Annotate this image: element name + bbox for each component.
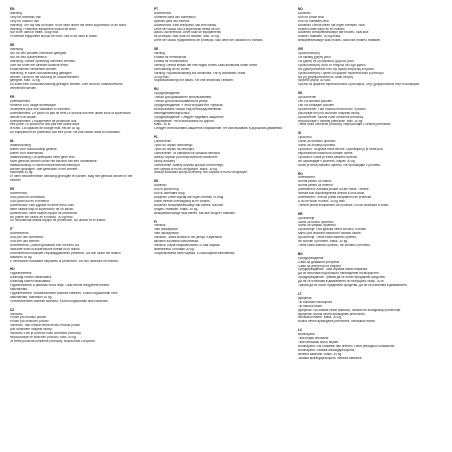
warning-text-line: Да се използва под прякото наблюдение на възрастен. <box>298 272 380 276</box>
language-section <box>10 228 148 263</box>
warning-text-line: Solo para uso doméstico <box>10 195 46 199</box>
language-section <box>298 48 436 87</box>
warning-text-line: Réservé à un usage domestique <box>10 103 56 107</box>
warning-text-line: Advarsel: Dette legetøj har ingen bremse.Til brug <box>154 195 224 199</box>
warning-text-line: Solo per uso domestico <box>10 236 44 240</box>
warning-text-line: Трябва да се носят предпазни средства. Да не се използва в движението. <box>298 284 408 288</box>
warning-text-line: debe usarse bajo la supervisión de un adulto. <box>10 207 75 211</box>
language-code: RU <box>154 87 159 92</box>
warning-text-line: under direkte overvågning af en voksen. <box>154 199 211 203</box>
language-section <box>154 48 292 83</box>
warning-text-line: osoby dorosłej. <box>154 159 176 163</box>
warning-text-line: pod dohledem dospělé osoby. <box>10 328 53 332</box>
warning-text-line: brukes under tilsyn av en voksen. <box>298 27 346 31</box>
warning-text-line: Pouze pro domácí použití <box>10 316 47 320</box>
warning-text-line: Pouze pro venkovní použití <box>10 320 49 324</box>
warning-text-line: Avertisment <box>298 176 315 180</box>
language-section <box>298 213 436 248</box>
warning-text-line: 30 kg max. <box>154 75 170 79</box>
language-section <box>10 96 148 135</box>
warning-text-line: Ne koristiti u prometu. Maks. 30 kg. <box>298 240 348 244</box>
warning-text-line: Skyddsutrustning bör bäras. Får inte användas i trafiken. <box>154 79 234 83</box>
warning-text-line: Warnung <box>10 48 23 52</box>
warning-text-line: Advarsel: Beskyttelsesutstyr bør brukes. Skal ikke <box>298 31 369 35</box>
language-code: LT <box>298 292 302 296</box>
warning-text-line: Tik naudoti lauke <box>298 304 322 308</box>
warning-text-line: Numai pentru uz exterior <box>298 184 333 188</box>
warning-text-line: Upozorenje: Ova igračka nema kočnicu. Koristiti <box>298 228 366 232</box>
warning-text-line: Suojavarusteita tulee käyttää. Ei saa käyttää liikenteessä. <box>154 251 236 255</box>
warning-text-line: Προειδοποίηση: Πρέπει να φοράτε προστατευτικό εξοπλισμό. <box>298 71 385 75</box>
warning-text-line: Advarsel: Denne leken har ingen bremser. Skal <box>298 23 365 27</box>
language-code: FI <box>154 219 157 224</box>
warning-text-line: samo pod izravnim nadzorom odrasle osobe. <box>298 232 362 236</box>
warning-text-line: Endast för hemmabruk <box>154 55 187 59</box>
warning-text-line: Макс. 30 кг. <box>154 123 171 127</box>
language-code: LV <box>298 328 302 333</box>
warning-text-line: používajte len pod dozorom dospelej osoby. <box>298 111 360 115</box>
warning-text-line: Upozornenie: Táto hračka nemá brzdu. Výrobok <box>298 107 366 111</box>
language-code: NO <box>298 7 303 11</box>
warning-text-line: adulto. Advertência: Deve usar-se equipamento <box>154 31 222 35</box>
language-section <box>10 188 148 223</box>
warning-text-line: Samo za kućnu upotrebu <box>298 220 334 224</box>
warning-text-line: Kizárólag kültéri használatra. <box>10 280 51 284</box>
warning-text-line: Предупреждение <box>298 256 324 260</box>
warning-text-line: Tylko do użytku domowego <box>154 144 193 148</box>
warning-text-line: Figyelmeztetés <box>10 272 32 276</box>
warning-text-line: Brīdinājums: Jāvalkā aizsargaprīkojums. <box>298 348 356 352</box>
warning-text-line: Предупреждение: У этой игрушки нет тормоза. <box>154 103 224 107</box>
warning-text-line: Да не се използва в движението по пътищата. Макс. 30 кг. <box>298 280 385 284</box>
warning-text-line: Seulement pour une utilisation à l'extérieur. <box>10 107 71 111</box>
warning-text-line: Vain kotikäyttöön <box>154 228 179 232</box>
warning-text-line: No puede ser usado en el tráfico. 30 kg máx. <box>10 215 74 219</box>
warning-text-line: Varování <box>10 312 23 316</box>
language-section <box>10 140 148 183</box>
warning-text-line: Somente para uso doméstico <box>154 15 196 19</box>
warning-text-line: Warnung: In sollte Schutzkleidung getragen <box>10 71 72 75</box>
warning-text-line: A nu se folosi în trafic. 30 kg max. <box>298 199 346 203</box>
column-right <box>298 8 436 366</box>
warning-text-line: Varning: Skyddsutrustning bör användas. Får ej användas i trafik. <box>154 71 247 75</box>
warning-text-line: Erwachsenen verwendet werden. <box>10 67 58 71</box>
warning-text-line: werden. Nicht für die Nutzung im Straßenverkehr <box>10 75 80 79</box>
warning-text-line: Upozornenie: Musíte nosiť ochranné pomôcky. <box>298 115 364 119</box>
warning-text-line: directe d'un adulte. <box>10 115 37 119</box>
warning-text-line: Kun til privat brug <box>154 188 179 192</box>
warning-text-line: Tik buitiniam naudojimui <box>298 300 333 304</box>
language-code: FR <box>10 95 15 100</box>
warning-text-line: Advarsel <box>154 184 167 188</box>
language-section <box>154 221 292 256</box>
language-code: IT <box>10 227 13 232</box>
language-code: BG <box>298 251 303 256</box>
language-code: SE <box>154 47 159 52</box>
warning-text-line: Advertência <box>154 11 171 15</box>
warning-text-line: Только для домашнего использования <box>154 96 211 100</box>
warning-text-line: Samo za vanjsku upotrebu <box>298 224 336 228</box>
warning-text-line: Advarsel: Beskyttelsesudstyr bør bæres. Må ikke <box>154 203 224 207</box>
warning-text-line: Varoitus: Käytä suojavarusteita. Ei saa käyttää <box>154 243 220 247</box>
warning-text-line: Предупреждение: Следует надевать защитное <box>154 115 224 119</box>
warning-text-line: Avvertimento <box>10 232 29 236</box>
warning-text-line: Varování: Tato hračka nemá brzdu.Produkt pouze <box>10 324 80 328</box>
warning-text-line: Ne uporabljajte v prometu. Največ 30 kg. <box>298 159 356 163</box>
warning-text-line: Apenas para uso exterior <box>154 19 190 23</box>
warning-text-line: Advarsel <box>298 11 311 15</box>
warning-text-line: Nur für den privaten Gebrauch geeignet. <box>10 52 68 56</box>
warning-text-line: Massimo 30 kg. <box>10 255 33 259</box>
warning-text-line: Προειδοποίηση: Αυτό το παιχνίδι δεν έχει φρένο. <box>298 63 367 67</box>
warning-text-line: Samo za domačo uporabo <box>298 140 336 144</box>
warning-text-line: Само за употреба на открито <box>298 264 342 268</box>
language-section <box>154 180 292 215</box>
warning-text-line: Προειδοποίηση <box>298 52 320 56</box>
warning-text-line: Avvertimento:Indossare l'equipaggiamento protettivo. Da non usare nel traffico. <box>10 251 122 255</box>
language-code: EN <box>10 7 15 11</box>
warning-text-line: geeignet. Max. 30 kg. <box>10 79 41 83</box>
language-section <box>10 309 148 344</box>
warning-text-line: снаряжение. Не использовать на дороге. <box>154 119 215 123</box>
language-code: DE <box>10 43 15 48</box>
warning-text-line: Για χρήση σε εξωτερικούς χώρους μόνο <box>298 59 355 63</box>
warning-text-line: Należy stosować sprzęt ochronny. Nie używać w ruchu drogowym. <box>154 171 248 175</box>
warning-text-line: Len na vonkajšie použitie <box>298 103 334 107</box>
warning-text-line: Tikai mājas lietošanai <box>298 337 329 341</box>
warning-text-line: Endast för utomhusbruk <box>154 59 188 63</box>
warning-text-line: worden gedragen. Niet gebruiken in het verkeer. <box>10 167 79 171</box>
warning-text-line: Само за домашна употреба <box>298 260 340 264</box>
warning-text-line: Kizárólag otthoni használatra. <box>10 276 52 280</box>
language-section <box>298 293 436 324</box>
warning-text-line: Būtina dėvėti apsaugines priemones. Nenaudoti eisme. <box>298 320 376 324</box>
warning-text-line: Kun for utendørs bruk <box>298 19 329 23</box>
warning-text-line: Varoitus <box>154 224 166 228</box>
warning-text-line: Należy używać pod bezpośrednim nadzorem <box>154 155 218 159</box>
language-code: HU <box>10 267 15 272</box>
warning-text-line: folosită sub supravegherea directă a unui adult. <box>298 192 365 196</box>
warning-text-line: Įspėjimas <box>298 296 312 300</box>
warning-text-line: Beskyttelsesudstyr skal bæres. Må ikke bruges i trafikken. <box>154 211 236 215</box>
warning-text-line: Warnung: Dieses Spielzeug hat keine Bremse. <box>10 59 76 63</box>
warning-text-line: Upozornenie <box>298 96 317 100</box>
warning-text-line: Numai pentru uz casnic <box>298 180 332 184</box>
language-code: DK <box>154 179 159 184</box>
language-section <box>10 8 148 39</box>
warning-text-line: Védőfelszerelés viselése kötelező. Közúti forgalomban tilos használni. <box>10 299 109 303</box>
warning-text-line: Waarschuwing <box>10 144 31 148</box>
warning-text-line: Ostrzeżenie: Ta zabawka nie posiada hamulca. <box>154 151 221 155</box>
warning-text-line: Deve ser usado equipamento de proteção. Não deve ser utilizado no trânsito. <box>154 39 264 43</box>
language-section <box>298 8 436 43</box>
warning-text-line: Nur für den Außenbereich. <box>10 55 48 59</box>
warning-text-line: Nepoužívejte ve silničním provozu. Max. 30 kg. <box>10 335 77 339</box>
warning-text-line: Να χρησιμοποιείται υπό την άμεση επίβλεψη ενηλίκου. <box>298 67 375 71</box>
warning-text-line: Πρέπει να φοριέται προστατευτικός εξοπλισμός. Μην χρησιμοποιείτε στην κυκλοφορία. <box>298 83 420 87</box>
warning-text-line: Solo para uso en el exterior <box>10 199 49 203</box>
column-middle <box>154 8 292 261</box>
warning-text-line: Waarschuwing: Er dient beschermende kleding te <box>10 163 81 167</box>
warning-text-line: Samo za zunanjo uporabo <box>298 144 336 148</box>
language-section <box>10 44 148 91</box>
warning-text-line: brukes i trafikken. 30 kg maks. <box>298 35 342 39</box>
warning-text-line: használható. Maximum 30 kg. <box>10 295 53 299</box>
warning-text-line: Avertissement: Ce jouet n'a pas de frein.Le produit doit être utilisé sous la supervision <box>10 111 131 115</box>
warning-text-line: de proteção. Não usar no trânsito. Máx. 30 kg. <box>154 35 220 39</box>
language-code: NL <box>10 139 15 144</box>
warning-text-line: Nelietot satiksmē. Maks. 30 kg. <box>298 352 343 356</box>
column-left <box>10 8 148 349</box>
language-code: GR <box>298 47 303 52</box>
warning-text-line: Protective equipment should be worn. Not to be used in traffic. <box>10 35 98 39</box>
warning-text-line: Moet gebruikt worden onder het toezicht van een volwassene. <box>10 159 98 163</box>
warning-text-line: Warning <box>10 11 22 15</box>
warning-text-line: le trafic. La capacité de charge max. est de 30 kg. <box>10 127 81 131</box>
warning-text-line: Tylko do użytku na zewnątrz <box>154 148 195 151</box>
warning-text-line: Advertência: Este brinquedo não tem travão. <box>154 23 218 27</box>
warning-text-line: Alleen voor huishoudelijk gebruik <box>10 148 57 151</box>
warning-text-line: Varoitus: Tässä lelussa ei ole jarruja. Käytettävä <box>154 236 222 240</box>
warning-text-line: bruges i trafikken. Maks. 30 kg. <box>154 207 199 211</box>
warning-text-line: Следует использовать защитное снаряжение. Не использовать в дорожном движении. <box>154 127 283 131</box>
warning-text-line: Brīdinājums <box>298 333 315 337</box>
warning-text-line: Tikai lietošanai ārpus telpām <box>298 340 339 344</box>
warning-text-line: Предупреждение <box>154 92 180 96</box>
language-code: HR <box>298 211 303 216</box>
warning-text-line: Ostrzeżenie <box>154 140 172 144</box>
warning-text-line: Jāvalkā aizsargaprīkojums. Nelietot satiksmē. <box>298 356 363 360</box>
warning-text-line: Treba nosiť ochranné pomôcky. Nepoužívajte v cestnej premávke. <box>298 123 392 127</box>
language-section <box>154 136 292 175</box>
warning-text-line: Figyelmeztetés: A játéknak nincs fékje. Csak felnőtt felügyelete mellett <box>10 284 109 288</box>
warning-text-line: Avertisment: Această jucărie nu are frână. Trebuie <box>298 188 369 192</box>
warning-text-line: Maximaal 30 kg. <box>10 171 34 175</box>
warning-text-line: Varning <box>154 52 165 56</box>
warning-text-line: verkeer. <box>10 179 22 183</box>
warning-text-line: Beskyttelsesutstyr skal brukes. Skal ikke brukes i trafikken. <box>298 39 382 43</box>
warning-text-line: Για οικιακή χρήση μόνο <box>298 55 331 59</box>
warning-text-line: Er dient beschermende uitrusting gedragen te worden. Mag niet gebruikt worden in het <box>10 175 133 179</box>
warning-text-line: Un équipement de protection doit être porté. Ne pas utiliser dans la circulation. <box>10 131 121 135</box>
warning-text-line: Предупреждение: Трябва да се носят предпазни средства. <box>298 276 386 280</box>
warning-text-line: neposrednim nadzorom odrasle osebe. <box>298 151 354 155</box>
warning-text-line: Not to be used in traffic. 30kg max. <box>10 31 60 35</box>
warning-text-line: être porté. Le produit ne doit pas être utilisé dans <box>10 123 80 127</box>
warning-text-line: Advertencia: Debe usarse equipo de protección. <box>10 211 79 215</box>
warning-text-line: Upozorenje: Treba nositi zaštitnu opremu. <box>298 236 357 240</box>
warning-text-line: Advertencia: Este juguete no tiene freno.Solo <box>10 203 74 207</box>
warning-text-line: Opozorilo <box>298 136 312 140</box>
warning-text-line: Nositi je treba zaščitno opremo. Ne uporabljajte v prometu. <box>298 163 381 167</box>
language-code: SK <box>298 91 303 96</box>
warning-text-line: Avertissement: L'équipement de protection doit <box>10 119 77 123</box>
language-code: ES <box>10 187 15 192</box>
warning-text-line: Kun til udendørs brug <box>154 192 185 196</box>
warning-text-line: Opozorilo: Ta igrača nima zavore. Uporabljati jo je treba pod <box>298 148 383 151</box>
warning-text-line: Upozorenje <box>298 216 315 220</box>
warning-text-line: Waarschuwing: Dit speelgoed heeft geen rem. <box>10 155 76 159</box>
warning-text-line: Len na domáce použitie <box>298 100 332 104</box>
warning-text-line: Warning: The toy has no brake.To be used under the direct supervision of an adult. <box>10 23 127 27</box>
language-section <box>298 132 436 167</box>
warning-text-line: Avertissement <box>10 100 31 104</box>
warning-text-line: Nenaudoti eisme. Maks. 30 kg. <box>298 316 342 320</box>
warning-text-line: Alleen voor buitenshuis <box>10 151 43 155</box>
warning-text-line: övervakning av en vuxen. <box>154 67 191 71</box>
warning-text-line: Avvertimento: Questo giocattolo non ha freno.Da <box>10 243 79 247</box>
warning-text-line: Advertencia <box>10 192 27 196</box>
language-section <box>154 88 292 131</box>
language-section <box>298 329 436 360</box>
warning-text-line: Nie używać w ruchu drogowym. Maks. 30 kg. <box>154 167 218 171</box>
language-code: CZ <box>10 307 15 312</box>
warning-text-line: liikenteessä. Enintään 30 kg. <box>154 247 195 251</box>
warning-text-line: Įspėjimas: Šis žaislas neturi stabdžių. Naudoti tik suaugusiojo priežiūroje. <box>298 308 402 312</box>
warning-text-line: Avertisment: Trebuie purtat echipament de protecție. <box>298 195 373 199</box>
warning-text-line: Предупреждение: Тази играчка няма спирачка. <box>298 268 368 272</box>
warning-text-line: Only for outdoor use <box>10 19 39 23</box>
warning-text-line: utilizzare sotto la supervisione diretta di un adulto. <box>10 247 81 251</box>
warning-text-line: Opozorilo: Nositi je treba zaščitno opremo. <box>298 155 359 159</box>
warning-text-line: használható. <box>10 288 29 291</box>
warning-text-line: Ostrzeżenie: Należy używać sprzętu ochronnego. <box>154 163 224 167</box>
warning-text-line: Įspėjimas: Būtina dėvėti apsaugines priemones. <box>298 312 366 316</box>
language-section <box>154 8 292 43</box>
warning-text-line: Je třeba používat ochranné pomůcky. Nepoužívat v dopravě. <box>10 339 96 343</box>
language-code: PT <box>154 7 159 11</box>
warning-text-line: Darf nur unter der direkten Aufsicht eines <box>10 63 68 67</box>
warning-text-line: Deve ser usado sob a supervisão direta de um <box>154 27 220 31</box>
language-section <box>298 173 436 208</box>
warning-text-line: Kun for privat bruk <box>298 15 325 19</box>
warning-text-line: Brīdinājums: Šai rotaļlietai nav bremžu. Lietot pieaugušo uzraudzībā. <box>298 344 396 348</box>
warning-text-line: Να μη χρησιμοποιείται σε οδική κίνηση. <box>298 75 354 79</box>
language-section <box>298 253 436 288</box>
warning-text-line: Es sollte eine Schutzausrüstung getragen werden. Darf nicht im Straßenverkehr <box>10 83 123 87</box>
warning-text-line: verwendet werden. <box>10 87 37 91</box>
warning-text-line: Trebuie purtat echipament de protecție. Nu se utilizează în trafic. <box>298 203 390 207</box>
warning-text-line: Nepoužívajte v cestnej premávke. Max. 30 kg. <box>298 119 364 123</box>
warning-text-line: Varning: Denna leksak har inte någon broms.Skall användas under direkt <box>154 63 258 67</box>
warning-text-line: Only for domestic use <box>10 15 41 19</box>
language-code: PL <box>154 135 159 140</box>
warning-text-line: Figyelmeztetés: Védőfelszerelés viselése kötelező. Közúti forgalomban nem <box>10 291 118 295</box>
warning-text-line: Использовать только под непосредственным <box>154 107 221 111</box>
warning-text-line: Μέγιστο βάρος 30 κιλά. <box>298 79 331 83</box>
warning-text-line: aikuisen suorassa valvonnassa. <box>154 240 200 244</box>
language-section <box>10 268 148 303</box>
warning-text-line: Solo per uso esterno <box>10 240 40 244</box>
warning-text-line: наблюдением взрослых. <box>154 111 191 115</box>
warning-text-line: Только для использования на улице <box>154 100 208 104</box>
warning-text-line: Se recomienda utilizar equipo de protección. No utilizar en el tráfico. <box>10 219 107 223</box>
warning-text-line: È necessario indossare dispositivi di protezione. Da non utilizzare nel traffico. <box>10 259 119 263</box>
language-section <box>298 92 436 127</box>
warning-text-line: Warning: Protective equipment should be worn. <box>10 27 77 31</box>
warning-text-line: Vain ulkokäyttöön <box>154 232 179 236</box>
warning-text-line: Treba nositi zaštitnu opremu. Ne koristiti u prometu. <box>298 243 371 247</box>
language-code: RO <box>298 171 303 176</box>
warning-text-line: Varování: Děti je povinno nosit ochranné pomůcky. <box>10 332 82 336</box>
language-code: SI <box>298 131 302 136</box>
